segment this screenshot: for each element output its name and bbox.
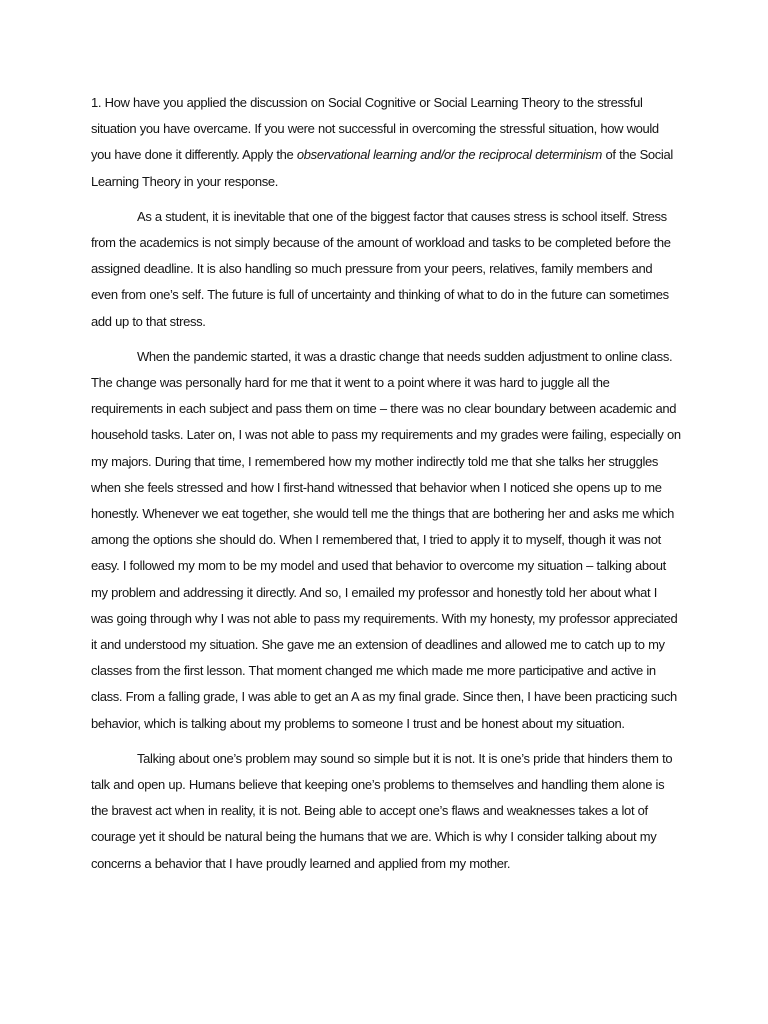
question-text-tail: of the Social Learning Theory in your response. [91, 147, 673, 189]
essay-body [91, 90, 681, 886]
essay-paragraph-1: As a student, it is inevitable that one of the biggest factor that causes stress is school itself. Stress from the academics is not simply because of the amount of workload and tasks to be completed before the assigned deadline. It is also handling so much pressure from your peers, relatives, family members and even from one’s self. The future is full of uncertainty and thinking of what to do in the future can sometimes add up to that stress. [91, 208, 671, 329]
question-prompt [91, 90, 681, 195]
question-text-lead: 1. How have you applied the discussion on Social Cognitive or Social Learning Theory to the stressful situation you have overcame. If you were not successful in overcoming the stressful situation, how would you have done it differently. Apply the [91, 95, 659, 163]
essay-paragraph-2: When the pandemic started, it was a drastic change that needs sudden adjustment to online class. The change was personally hard for me that it went to a point where it was hard to juggle all the requirements in each subject and pass them on time – there was no clear boundary between academic and household tasks. Later on, I was not able to pass my requirements and my grades were failing, especially on my majors. During that time, I remembered how my mother indirectly told me that she talks her struggles when she feels stressed and how I first-hand witnessed that behavior when I noticed she opens up to me honestly. Whenever we eat together, she would tell me the things that are bothering her and asks me which among the options she should do. When I remembered that, I tried to apply it to myself, though it was not easy. I followed my mom to be my model and used that behavior to overcome my situation – talking about my problem and addressing it directly. And so, I emailed my professor and honestly told her about what I was going through why I was not able to pass my requirements. With my honesty, my professor appreciated it and understood my situation. She gave me an extension of deadlines and allowed me to catch up to my classes from the first lesson. That moment changed me which made me more participative and active in class. From a falling grade, I was able to get an A as my final grade. Since then, I have been practicing such behavior, which is talking about my problems to someone I trust and be honest about my situation. [91, 348, 681, 731]
question-italic-phrase: observational learning and/or the reciprocal determinism [296, 147, 603, 163]
essay-paragraph-3: Talking about one’s problem may sound so simple but it is not. It is one’s pride that hinders them to talk and open up. Humans believe that keeping one’s problems to themselves and handling them alone is the bravest act when in reality, it is not. Being able to accept one’s flaws and weaknesses takes a lot of courage yet it should be natural being the humans that we are. Which is why I consider talking about my concerns a behavior that I have proudly learned and applied from my mother. [91, 750, 673, 871]
